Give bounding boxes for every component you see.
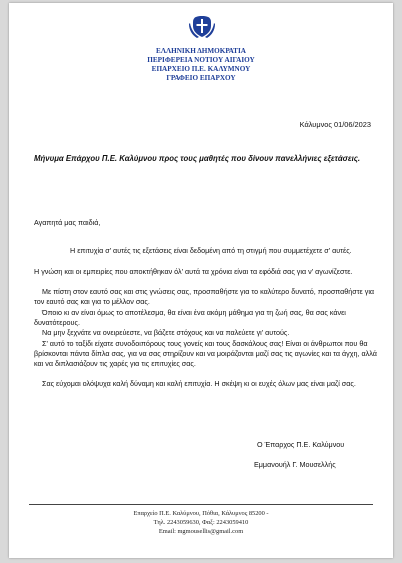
signature-name: Εμμανουήλ Γ. Μουσελλής <box>254 460 336 469</box>
signature-title: Ο Έπαρχος Π.Ε. Καλύμνου <box>257 440 345 449</box>
header-line-republic: ΕΛΛΗΝΙΚΗ ΔΗΜΟΚΡΑΤΙΑ <box>156 47 246 55</box>
footer-divider <box>29 504 373 505</box>
footer-address: Επαρχείο Π.Ε. Καλύμνου, Πόθια, Κάλυμνος 85200 - <box>133 510 269 517</box>
document-page <box>9 3 393 558</box>
footer-email: Email: mgmousellis@gmail.com <box>158 528 244 535</box>
date-line: Κάλυμνος 01/06/2023 <box>299 120 371 129</box>
paragraph-2: Η γνώση και οι εμπειρίες που αποκτήθηκαν όλ' αυτά τα χρόνια είναι τα εφόδιά σας για ν' αγωνίζεστε. <box>34 267 353 276</box>
paragraph-1: Η επιτυχία σ' αυτές τις εξετάσεις είναι δεδομένη από τη στιγμή που συμμετέχετε σ' αυτές. <box>70 246 352 255</box>
header-line-region: ΠΕΡΙΦΕΡΕΙΑ ΝΟΤΙΟΥ ΑΙΓΑΙΟΥ <box>147 56 255 64</box>
greek-coat-of-arms-icon <box>189 13 215 39</box>
letter-subject: Μήνυμα Επάρχου Π.Ε. Καλύμνου προς τους μαθητές που δίνουν πανελλήνιες εξετάσεις. <box>34 154 361 163</box>
letter-greeting: Αγαπητά μας παιδιά, <box>34 218 101 227</box>
paragraph-3: Με πίστη στον εαυτό σας και στις γνώσεις σας, προσπαθήστε για το καλύτερο δυνατό, προσπαθήστε για τον εαυτό σας και για το μέλλον σας. <box>34 287 375 307</box>
header-line-prefecture: ΕΠΑΡΧΕΙΟ Π.Ε. ΚΑΛΥΜΝΟΥ <box>151 65 251 73</box>
footer-phones: Τηλ. 2243059630, Φαξ: 2243059410 <box>153 519 249 526</box>
paragraph-5: Να μην ξεχνάτε να ονειρεύεστε, να βάζετε στόχους και να παλεύετε γι' αυτούς. <box>42 328 290 337</box>
paragraph-7: Σας εύχομαι ολόψυχα καλή δύναμη και καλή επιτυχία. Η σκέψη κι οι ευχές όλων μας είναι μαζί σας. <box>42 379 356 388</box>
paragraph-4: Όποιο κι αν είναι όμως το αποτέλεσμα, θα είναι ένα ακόμη μάθημα για τη ζωή σας, θα σας κάνει δυνατότερους. <box>34 308 346 328</box>
header-line-office: ΓΡΑΦΕΙΟ ΕΠΑΡΧΟΥ <box>166 74 236 82</box>
paragraph-6: Σ' αυτό το ταξίδι είχατε συνοδοιπόρους τους γονείς και τους δασκάλους σας! Είναι οι άνθρωποι που θα βρίσκονται πάντα δίπλα σας, για να σας στηρίζουν και να μοιράζονται μαζί σας τις αγωνίες και τα άγχη, αλλά και να διπλασιάζουν τις χαρές για τις επιτυχίες σας. <box>34 339 377 369</box>
